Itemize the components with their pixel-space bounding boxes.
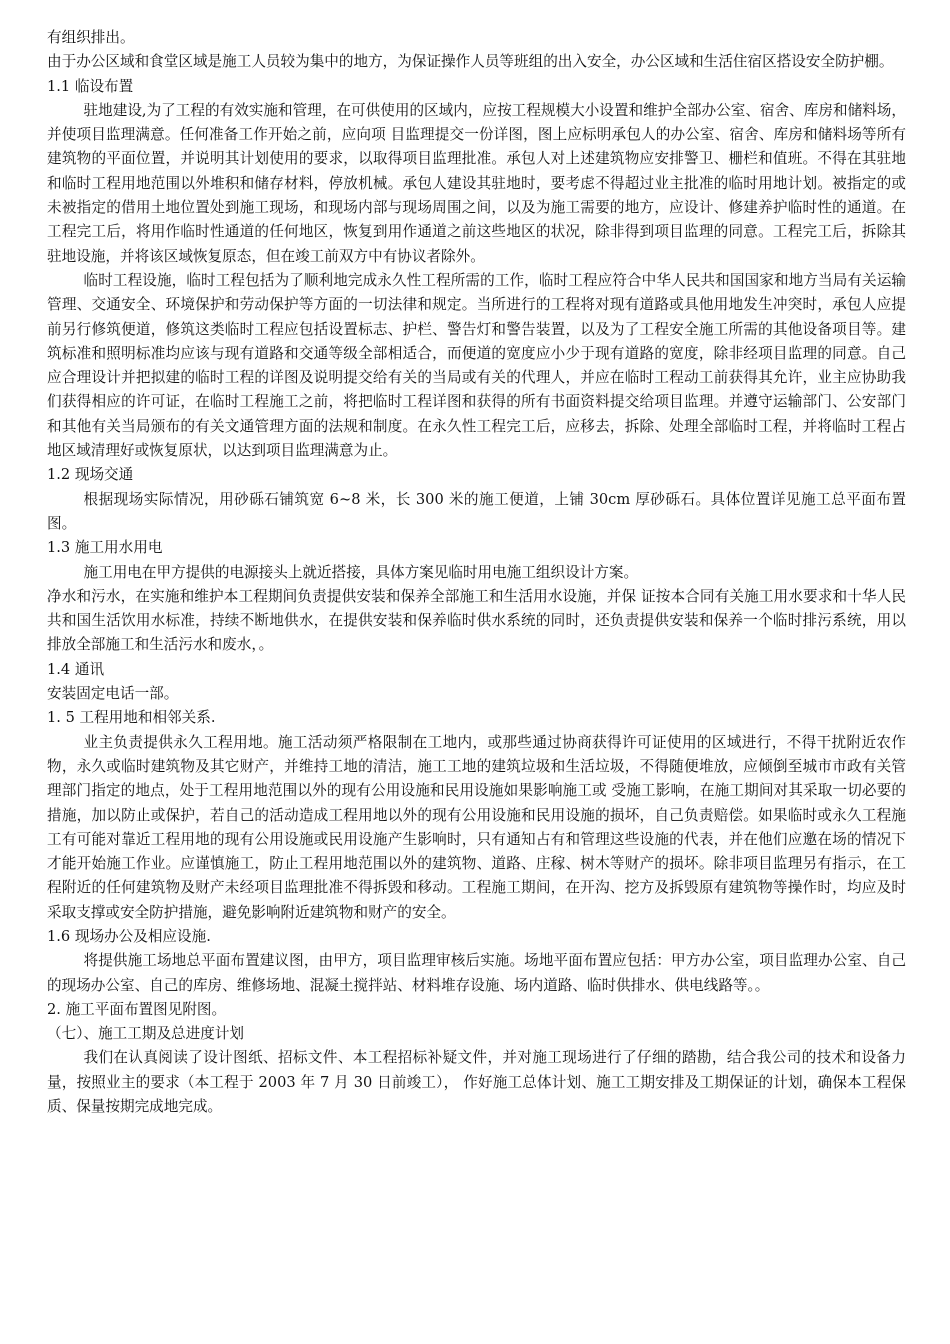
heading-1-2: 1.2 现场交通: [47, 466, 134, 484]
paragraph-continuation: 有组织排出。: [47, 29, 135, 46]
paragraph-schedule: 我们在认真阅读了设计图纸、招标文件、本工程招标补疑文件，并对施工现场进行了仔细的踏勘，结合我公司的技术和设备力量，按照业主的要求（本工程于 2003 年 7 月 30 日前竣工）， 作好施工总体计划、施工工期安排及工期保证的计划，确保本工程保质、保量按期完成地完成。: [47, 1049, 906, 1116]
paragraph-site-office: 将提供施工场地总平面布置建议图，由甲方，项目监理审核后实施。场地平面布置应包括：甲方办公室，项目监理办公室、自己的现场办公室、自己的库房、维修场地、混凝土搅拌站、材料堆存设施、场内道路、临时供排水、供电线路等。。: [47, 952, 906, 994]
paragraph-water: 净水和污水，在实施和维护本工程期间负责提供安装和保养全部施工和生活用水设施，并保 证按本合同有关施工用水要求和十华人民共和国生活饮用水标准，持续不断地供水，在提供安装和保养临时供水系统的同时，还负责提供安装和保养一个临时排污系统，用以排放全部施工和生活污水和废水，。: [47, 587, 906, 654]
heading-1-4: 1.4 通讯: [47, 660, 105, 678]
paragraph-telephone: 安装固定电话一部。: [47, 685, 179, 703]
heading-1-3: 1.3 施工用水用电: [47, 539, 163, 557]
heading-1-1: 1.1 临设布置: [47, 77, 134, 95]
paragraph-temporary-works: 临时工程设施，临时工程包括为了顺利地完成永久性工程所需的工作，临时工程应符合中华人民共和国国家和地方当局有关运输管理、交通安全、环境保护和劳动保护等方面的一切法律和规定。当所进行的工程将对现有道路或具他用地发生冲突时，承包人应提前另行修筑便道，修筑这类临时工程应包括设置标志、护栏、警告灯和警告装置，以及为了工程安全施工所需的其他设备项目等。建筑标准和照明标准均应该与现有道路和交通等级全部相适合，而便道的宽度应小少于现有道路的宽度，除非经项目监理的同意。自己应合理设计并把拟建的临时工程的详图及说明提交给有关的当局或有关的代理人，并应在临时工程动工前获得其允许，业主应协助我们获得相应的许可证，在临时工程施工之前，将把临时工程详图和获得的所有书面资料提交给项目监理。并遵守运输部门、公安部门和其他有关当局颁布的有关文通管理方面的法规和制度。在永久性工程完工后，应移去，拆除、处理全部临时工程，并将临时工程占地区域清理好或恢复原状，以达到项目监理满意为止。: [47, 271, 906, 460]
paragraph-land-use: 业主负责提供永久工程用地。施工活动须严格限制在工地内，或那些通过协商获得许可证使用的区域进行，不得干扰附近农作物，永久或临时建筑物及其它财产，并维持工地的清洁，施工工地的建筑垃圾和生活垃圾，不得随便堆放，应倾倒至城市市政有关管理部门指定的地点，处于工程用地范围以外的现有公用设施和民用设施如果影响施工或 受施工影响，在施工期间对其采取一切必要的措施，加以防止或保护，若自己的活动造成工程用地以外的现有公用设施和民用设施的损坏，自己负责赔偿。如果临时或永久工程施工有可能对靠近工程用地的现有公用设施或民用设施产生影响时，只有通知占有和管理这些设施的代表，并在他们应邀在场的情况下才能开始施工作业。应谨慎施工，防止工程用地范围以外的建筑物、道路、庄稼、树木等财产的损坏。除非项目监理另有指示，在工程附近的任何建筑物及财产未经项目监理批准不得拆毁和移动。工程施工期间，在开沟、挖方及拆毁原有建筑物等操作时，均应及时采取支撑或安全防护措施，避免影响附近建筑物和财产的安全。: [47, 733, 906, 921]
heading-1-5: 1. 5 工程用地和相邻关系.: [47, 709, 216, 727]
heading-2: 2. 施工平面布置图见附图。: [47, 1000, 227, 1018]
paragraph-power: 施工用电在甲方提供的电源接头上就近搭接，具体方案见临时用电施工组织设计方案。: [83, 563, 639, 581]
paragraph-camp-construction: 驻地建设,为了工程的有效实施和管理，在可供使用的区域内，应按工程规模大小设置和维护全部办公室、宿舍、库房和储料场，并使项目监理满意。任何准备工作开始之前，应向项 目监理提交一份详图，图上应标明承包人的办公室、宿舍、库房和储料场等所有建筑物的平面位置，并说明其计划使用的要求，以取得项目监理批准。承包人对上述建筑物应安排警卫、栅栏和值班。不得在其驻地和临时工程用地范围以外堆积和储存材料，停放机械。承包人建设其驻地时，要考虑不得超过业主批准的临时用地计划。被指定的或未被指定的借用土地位置处到施工现场，和现场内部与现场周围之间，以及为施工需要的地方，应设计、修建养护临时性的通道。在工程完工后，将用作临时性通道的任何地区，恢复到用作通道之前这些地区的状况，除非得到项目监理的同意。工程完工后，拆除其驻地设施，并将该区域恢复原态，但在竣工前双方中有协议者除外。: [47, 101, 906, 265]
heading-section-7: （七）、施工工期及总进度计划: [47, 1025, 245, 1043]
paragraph-site-traffic: 根据现场实际情况，用砂砾石铺筑宽 6~8 米，长 300 米的施工便道，上铺 30cm 厚砂砾石。具体位置详见施工总平面布置图。: [47, 490, 906, 532]
heading-1-6: 1.6 现场办公及相应设施.: [47, 927, 211, 945]
paragraph-safety-shed: 由于办公区域和食堂区域是施工人员较为集中的地方，为保证操作人员等班组的出入安全，办公区域和生活住宿区搭设安全防护棚。: [47, 53, 894, 71]
